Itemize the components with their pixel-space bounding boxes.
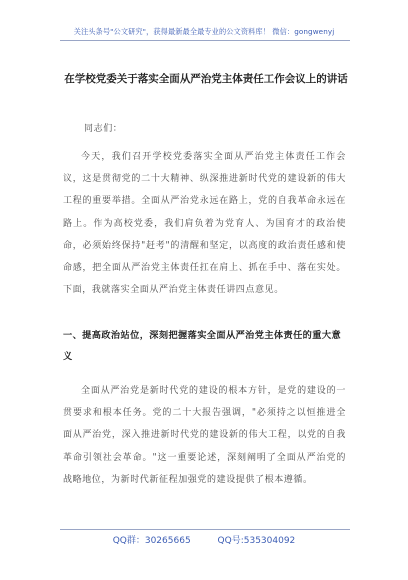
salutation: 同志们：	[84, 124, 123, 134]
footer-qq-group: QQ群：30265665	[112, 536, 191, 546]
footer	[0, 533, 408, 546]
header-divider	[60, 40, 350, 41]
section-heading-1: 一、提高政治站位，深刻把握落实全面从严治党主体责任的重大意义	[63, 330, 342, 362]
footer-divider	[60, 529, 350, 530]
paragraph-section-1: 全面从严治党是新时代党的建设的根本方针，是党的建设的一贯要求和根本任务。党的二十大报告强调，"必须持之以恒推进全面从严治党，深入推进新时代党的建设新的伟大工程，以党的自我革命引领社会革命。"这一重要论述，深刻阐明了全面从严治党的战略地位，为新时代新征程加强党的建设提供了根本遵循。	[63, 386, 346, 485]
footer-qq-number: QQ号:535304092	[217, 536, 296, 546]
document-title: 在学校党委关于落实全面从严治党主体责任工作会议上的讲话	[64, 73, 348, 85]
header-banner: 关注头条号"公文研究"，获得最新最全最专业的公文资料库！ 微信：gongwenyj	[73, 27, 335, 36]
paragraph-intro: 今天，我们召开学校党委落实全面从严治党主体责任工作会议，这是贯彻党的二十大精神、纵深推进新时代党的建设新的伟大工程的重要举措。全面从严治党永远在路上，党的自我革命永远在路上。作为高校党委，我们肩负着为党育人、为国育才的政治使命，必须始终保持"赶考"的清醒和坚定，以高度的政治责任感和使命感，把全面从严治党主体责任扛在肩上、抓在手中、落在实处。下面，我就落实全面从严治党主体责任讲四点意见。	[63, 152, 346, 296]
